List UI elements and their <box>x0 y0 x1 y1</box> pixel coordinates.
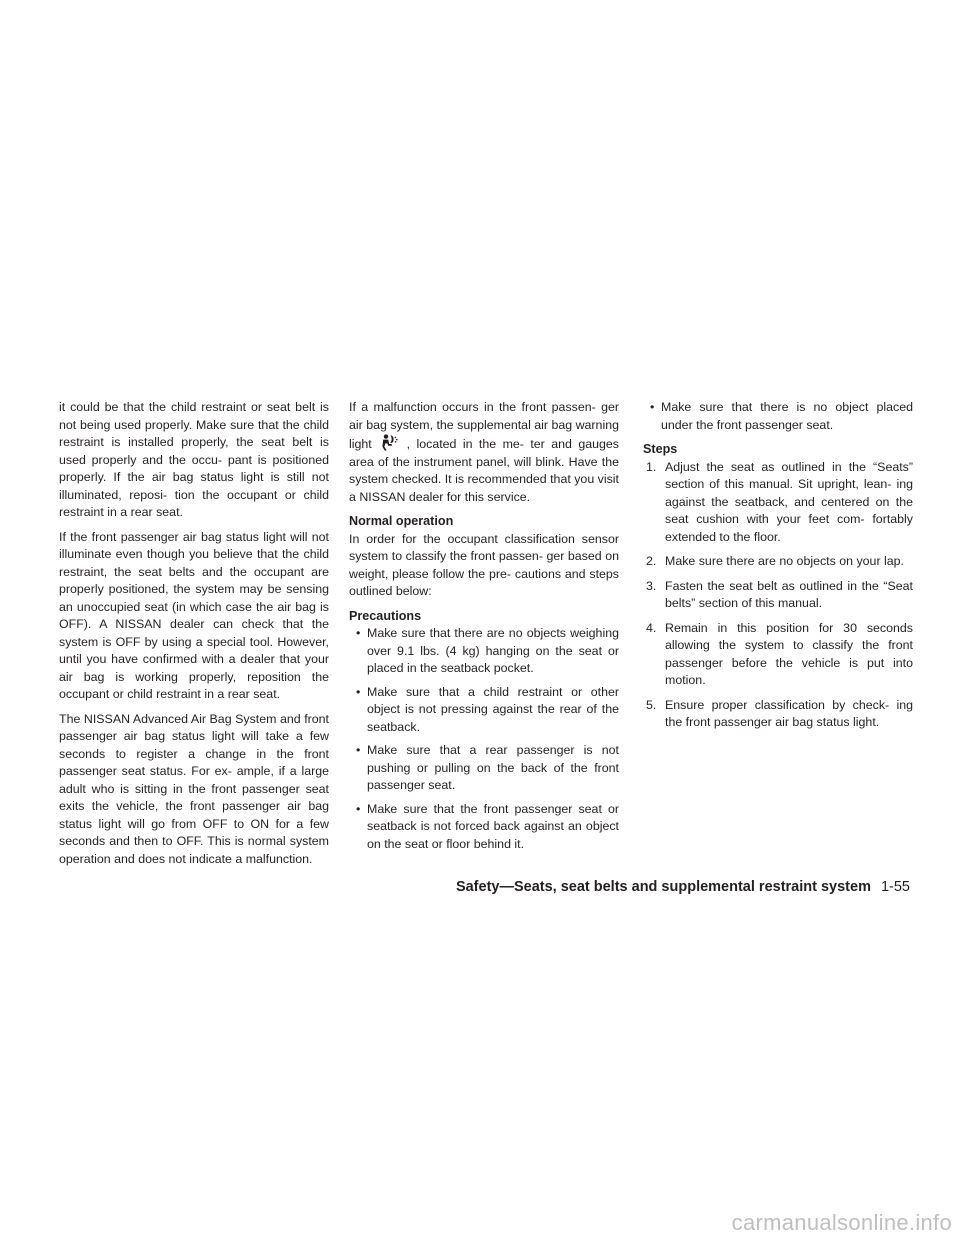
column-right <box>643 399 913 739</box>
paragraph: If the front passenger air bag status light will not illuminate even though you believe that the child restraint, the seat belts and the occupant are properly positioned, the system may be sensing an unoccupied seat (in which case the air bag is OFF). A NISSAN dealer can check that the system is OFF by using a special tool. However, until you have confirmed with a dealer that your air bag is working properly, reposition the occupant or child restraint in a rear seat. <box>59 529 329 701</box>
step-number: 1. <box>646 459 657 474</box>
malfunction-text-start: If a malfunction occurs in the front passen- ger air bag system, the supplemental air bag warning light <box>349 400 619 451</box>
list-item-text: Make sure that there is no object placed under the front passenger seat. <box>661 400 913 432</box>
heading-steps: Steps <box>643 442 678 456</box>
bullet: • <box>356 743 361 757</box>
bullet: • <box>356 801 361 816</box>
list-item-text: Make sure that the front passenger seat or seatback is not forced back against an object on the seat or floor behind it. <box>367 801 619 851</box>
heading-normal-operation: Normal operation <box>349 514 454 528</box>
paragraph-malfunction <box>349 399 619 506</box>
step-item <box>643 553 913 571</box>
page-footer <box>456 878 910 896</box>
step-text: Fasten the seat belt as outlined in the “Seat belts” section of this manual. <box>665 578 913 610</box>
step-item <box>643 578 913 613</box>
column-middle <box>349 399 619 860</box>
bullet: • <box>356 626 361 640</box>
bullet: • <box>650 400 655 414</box>
paragraph: The NISSAN Advanced Air Bag System and front passenger air bag status light will take a few seconds to register a change in the front passenger seat status. For ex- ample, if a large adult who is sitting in the front passenger seat exits the vehicle, the front passenger air bag status light will go from OFF to ON for a few seconds and then to OFF. This is normal system operation and does not indicate a malfunction. <box>59 711 329 866</box>
malfunction-text-end: , located in the me- ter and gauges area of the instrument panel, will blink. Have the system checked. It is recommended that you visit a NISSAN dealer for this service. <box>349 437 619 504</box>
airbag-warning-icon <box>381 434 398 451</box>
list-item <box>349 625 619 678</box>
step-number: 4. <box>646 620 657 635</box>
step-number: 5. <box>646 697 657 712</box>
step-text: Ensure proper classification by check- ing the front passenger air bag status light. <box>665 697 913 729</box>
step-text: Remain in this position for 30 seconds allowing the system to classify the front passenger before the vehicle is put into motion. <box>665 620 913 687</box>
bullet: • <box>356 684 361 699</box>
column-left <box>59 399 329 875</box>
step-text: Adjust the seat as outlined in the “Seats” section of this manual. Sit upright, lean- ing against the seatback, and centered on the seat cushion with your feet com- fortably extended to the floor. <box>665 459 913 544</box>
list-item <box>349 684 619 737</box>
precautions-list <box>349 625 619 853</box>
watermark: carmanualsonline.info <box>731 1210 952 1235</box>
list-item <box>349 742 619 795</box>
step-item <box>643 697 913 732</box>
list-item-text: Make sure that a rear passenger is not pushing or pulling on the back of the front passenger seat. <box>367 743 619 792</box>
step-number: 2. <box>646 554 657 568</box>
step-text: Make sure there are no objects on your lap. <box>665 554 904 568</box>
list-item-text: Make sure that a child restraint or other object is not pressing against the rear of the seatback. <box>367 684 619 734</box>
steps-list <box>643 459 913 732</box>
heading-precautions: Precautions <box>349 608 422 623</box>
footer-section-title: Safety—Seats, seat belts and supplemental restraint system <box>455 879 871 895</box>
step-number: 3. <box>646 578 657 593</box>
precautions-list-continued <box>643 399 913 434</box>
step-item <box>643 620 913 690</box>
list-item <box>643 399 913 434</box>
paragraph: In order for the occupant classification sensor system to classify the front passen- ger based on weight, please follow the pre- cautions and steps outlined below: <box>349 531 619 598</box>
list-item <box>349 801 619 854</box>
step-item <box>643 459 913 547</box>
list-item-text: Make sure that there are no objects weighing over 9.1 lbs. (4 kg) hanging on the seat or placed in the seatback pocket. <box>367 626 619 675</box>
page-number: 1-55 <box>880 879 910 895</box>
paragraph: it could be that the child restraint or seat belt is not being used properly. Make sure that the child restraint is installed properly, the seat belt is used properly and the occu- pant is positioned properly. If the air bag status light is still not illuminated, reposi- tion the occupant or child restraint in a rear seat. <box>59 400 329 519</box>
